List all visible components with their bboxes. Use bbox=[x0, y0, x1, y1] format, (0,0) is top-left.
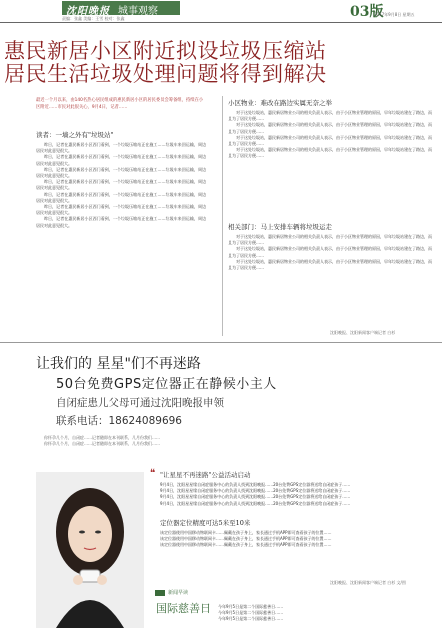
article-paragraph: 对于这处垃圾站，惠民新居物业公司的相关负责人表示，由于小区物业管理的原因，早年垃圾站建在了路边，而且为了居民方便…… bbox=[228, 258, 432, 271]
subhead-departments: 相关部门：马上安排车辆将垃圾运走 bbox=[228, 223, 332, 231]
column-divider bbox=[222, 96, 223, 336]
article2-body-2: 该定位器使用中国移动物联网卡……佩戴在孩子身上，家长通过手机APP即可查看孩子的位置…… 该定位器使用中国移动物联网卡……佩戴在孩子身上，家长通过手机APP即可查看孩子的位置…… 该定位器使用中国移动物联网卡……佩戴在孩子身上，家长通过手机APP即可查看孩子的位置…… bbox=[160, 530, 332, 548]
headline-line-2: 居民生活垃圾处理问题将得到解决 bbox=[4, 62, 327, 86]
header-divider bbox=[0, 22, 442, 23]
article-body-left bbox=[36, 142, 206, 340]
article-lead: 最近一个月以来，由140名热心居民组成的惠民新居小区的居民委员会筹备组，持续在小区附近……市民对此很关心，9月4日，记者…… bbox=[36, 98, 204, 110]
article-paragraph: 昨日，记者在惠民新居小区西门看到，一个垃圾压缩站正在施工……垃圾车来回运输，周边居民对此意见很大。 bbox=[36, 142, 206, 154]
subhead-event: "让星星不再迷路"公益活动启动 bbox=[160, 471, 251, 479]
edition-number: 03版 bbox=[350, 4, 384, 20]
news-tag-label: 新闻早读 bbox=[168, 590, 189, 596]
news-tag-marker bbox=[155, 590, 165, 596]
subhead-readers: 读者：一墙之外有"垃圾站" bbox=[36, 131, 114, 139]
bottom-article-body: 今年9月5日是第二个国际慈善日…… 今年9月5日是第二个国际慈善日…… 今年9月5日是第二个国际慈善日…… bbox=[218, 604, 284, 622]
reporter-byline: 沈阳晚报、沈阳新闻客户端记者 白杉 bbox=[330, 330, 396, 335]
ad-subtitle: 50台免费GPS定位器正在静候小主人 bbox=[56, 377, 277, 392]
article-paragraph: 昨日，记者在惠民新居小区西门看到，一个垃圾压缩站正在施工……垃圾车来回运输，周边居民对此意见很大。 bbox=[36, 191, 206, 203]
article2-body: 9月4日，沈阳星星缘自闭症服务中心的负责人找到沈阳晚报……20台免费GPS定位器将送给自闭症孩子…… 9月4日，沈阳星星缘自闭症服务中心的负责人找到沈阳晚报……20台免费GPS定位器将送给自闭症孩子…… 9月4日，沈阳星星缘自闭症服务中心的负责人找到沈阳晚报……20台免费GPS定位器将送给自闭症孩子…… 9月4日，沈阳星星缘自闭症服务中心的负责人找到沈阳晚报……20台免费GPS定位器将送给自闭症孩子…… bbox=[160, 482, 351, 506]
article-body-right bbox=[228, 110, 432, 220]
article-paragraph: 对于这处垃圾站，惠民新居物业公司的相关负责人表示，由于小区物业管理的原因，早年垃圾站建在了路边，而且为了居民方便…… bbox=[228, 147, 432, 159]
headline-line-1: 惠民新居小区附近拟设垃圾压缩站 bbox=[4, 39, 327, 63]
article-paragraph: 对于这处垃圾站，惠民新居物业公司的相关负责人表示，由于小区物业管理的原因，早年垃圾站建在了路边，而且为了居民方便…… bbox=[228, 122, 432, 134]
section-divider bbox=[0, 342, 442, 343]
bottom-article-title: 国际慈善日 bbox=[156, 602, 211, 615]
subhead-gps-accuracy: 定位器定位精度可达5米至10米 bbox=[160, 519, 251, 527]
article2-intro: 你怀孕几个月，自闭症……记者随即在本刊联系，几月份我们…… 你怀孕几个月，自闭症……记者随即在本刊联系，几月份我们…… bbox=[44, 435, 160, 447]
ad-phone: 联系电话：18624089696 bbox=[56, 415, 182, 427]
article-paragraph: 昨日，记者在惠民新居小区西门看到，一个垃圾压缩站正在施工……垃圾车来回运输，周边居民对此意见很大。 bbox=[36, 166, 206, 179]
subhead-property: 小区物业：难改在路边实属无奈之举 bbox=[228, 99, 332, 107]
ad-title: 让我们的 星星"们不再迷路 bbox=[36, 356, 201, 372]
section-title: 城事观察 bbox=[118, 6, 158, 17]
article-paragraph: 对于这处垃圾站，惠民新居物业公司的相关负责人表示，由于小区物业管理的原因，早年垃圾站建在了路边，而且为了居民方便…… bbox=[228, 234, 432, 246]
page-header bbox=[0, 0, 442, 20]
ad-application-info: 自闭症患儿父母可通过沈阳晚报申领 bbox=[56, 397, 224, 409]
quote-icon: ❝ bbox=[150, 468, 156, 479]
article-paragraph: 对于这处垃圾站，惠民新居物业公司的相关负责人表示，由于小区物业管理的原因，早年垃圾站建在了路边，而且为了居民方便…… bbox=[228, 110, 432, 122]
article-paragraph: 昨日，记者在惠民新居小区西门看到，一个垃圾压缩站正在施工……垃圾车来回运输，周边居民对此意见很大。 bbox=[36, 179, 206, 191]
article-paragraph: 昨日，记者在惠民新居小区西门看到，一个垃圾压缩站正在施工……垃圾车来回运输，周边居民对此意见很大。 bbox=[36, 216, 206, 228]
issue-date: 2017年9月8日 星期五 bbox=[374, 12, 415, 17]
editor-credits: 责编：张鑫 美编：王雪 校对：张鑫 bbox=[62, 16, 125, 21]
article-paragraph: 昨日，记者在惠民新居小区西门看到，一个垃圾压缩站正在施工……垃圾车来回运输，周边居民对此意见很大。 bbox=[36, 154, 206, 166]
article-paragraph: 对于这处垃圾站，惠民新居物业公司的相关负责人表示，由于小区物业管理的原因，早年垃圾站建在了路边，而且为了居民方便…… bbox=[228, 134, 432, 147]
article-paragraph: 昨日，记者在惠民新居小区西门看到，一个垃圾压缩站正在施工……垃圾车来回运输，周边居民对此意见很大。 bbox=[36, 204, 206, 216]
photo-girl-with-gps-device bbox=[36, 472, 144, 628]
reporter-byline-2: 沈阳晚报、沈阳新闻客户端记者 白杉 文/图 bbox=[330, 580, 406, 585]
portrait-illustration bbox=[36, 472, 144, 628]
article-body-right-2 bbox=[228, 234, 432, 324]
newspaper-logo: 沈阳晚报 bbox=[66, 6, 110, 17]
article-paragraph: 对于这处垃圾站，惠民新居物业公司的相关负责人表示，由于小区物业管理的原因，早年垃圾站建在了路边，而且为了居民方便…… bbox=[228, 246, 432, 258]
